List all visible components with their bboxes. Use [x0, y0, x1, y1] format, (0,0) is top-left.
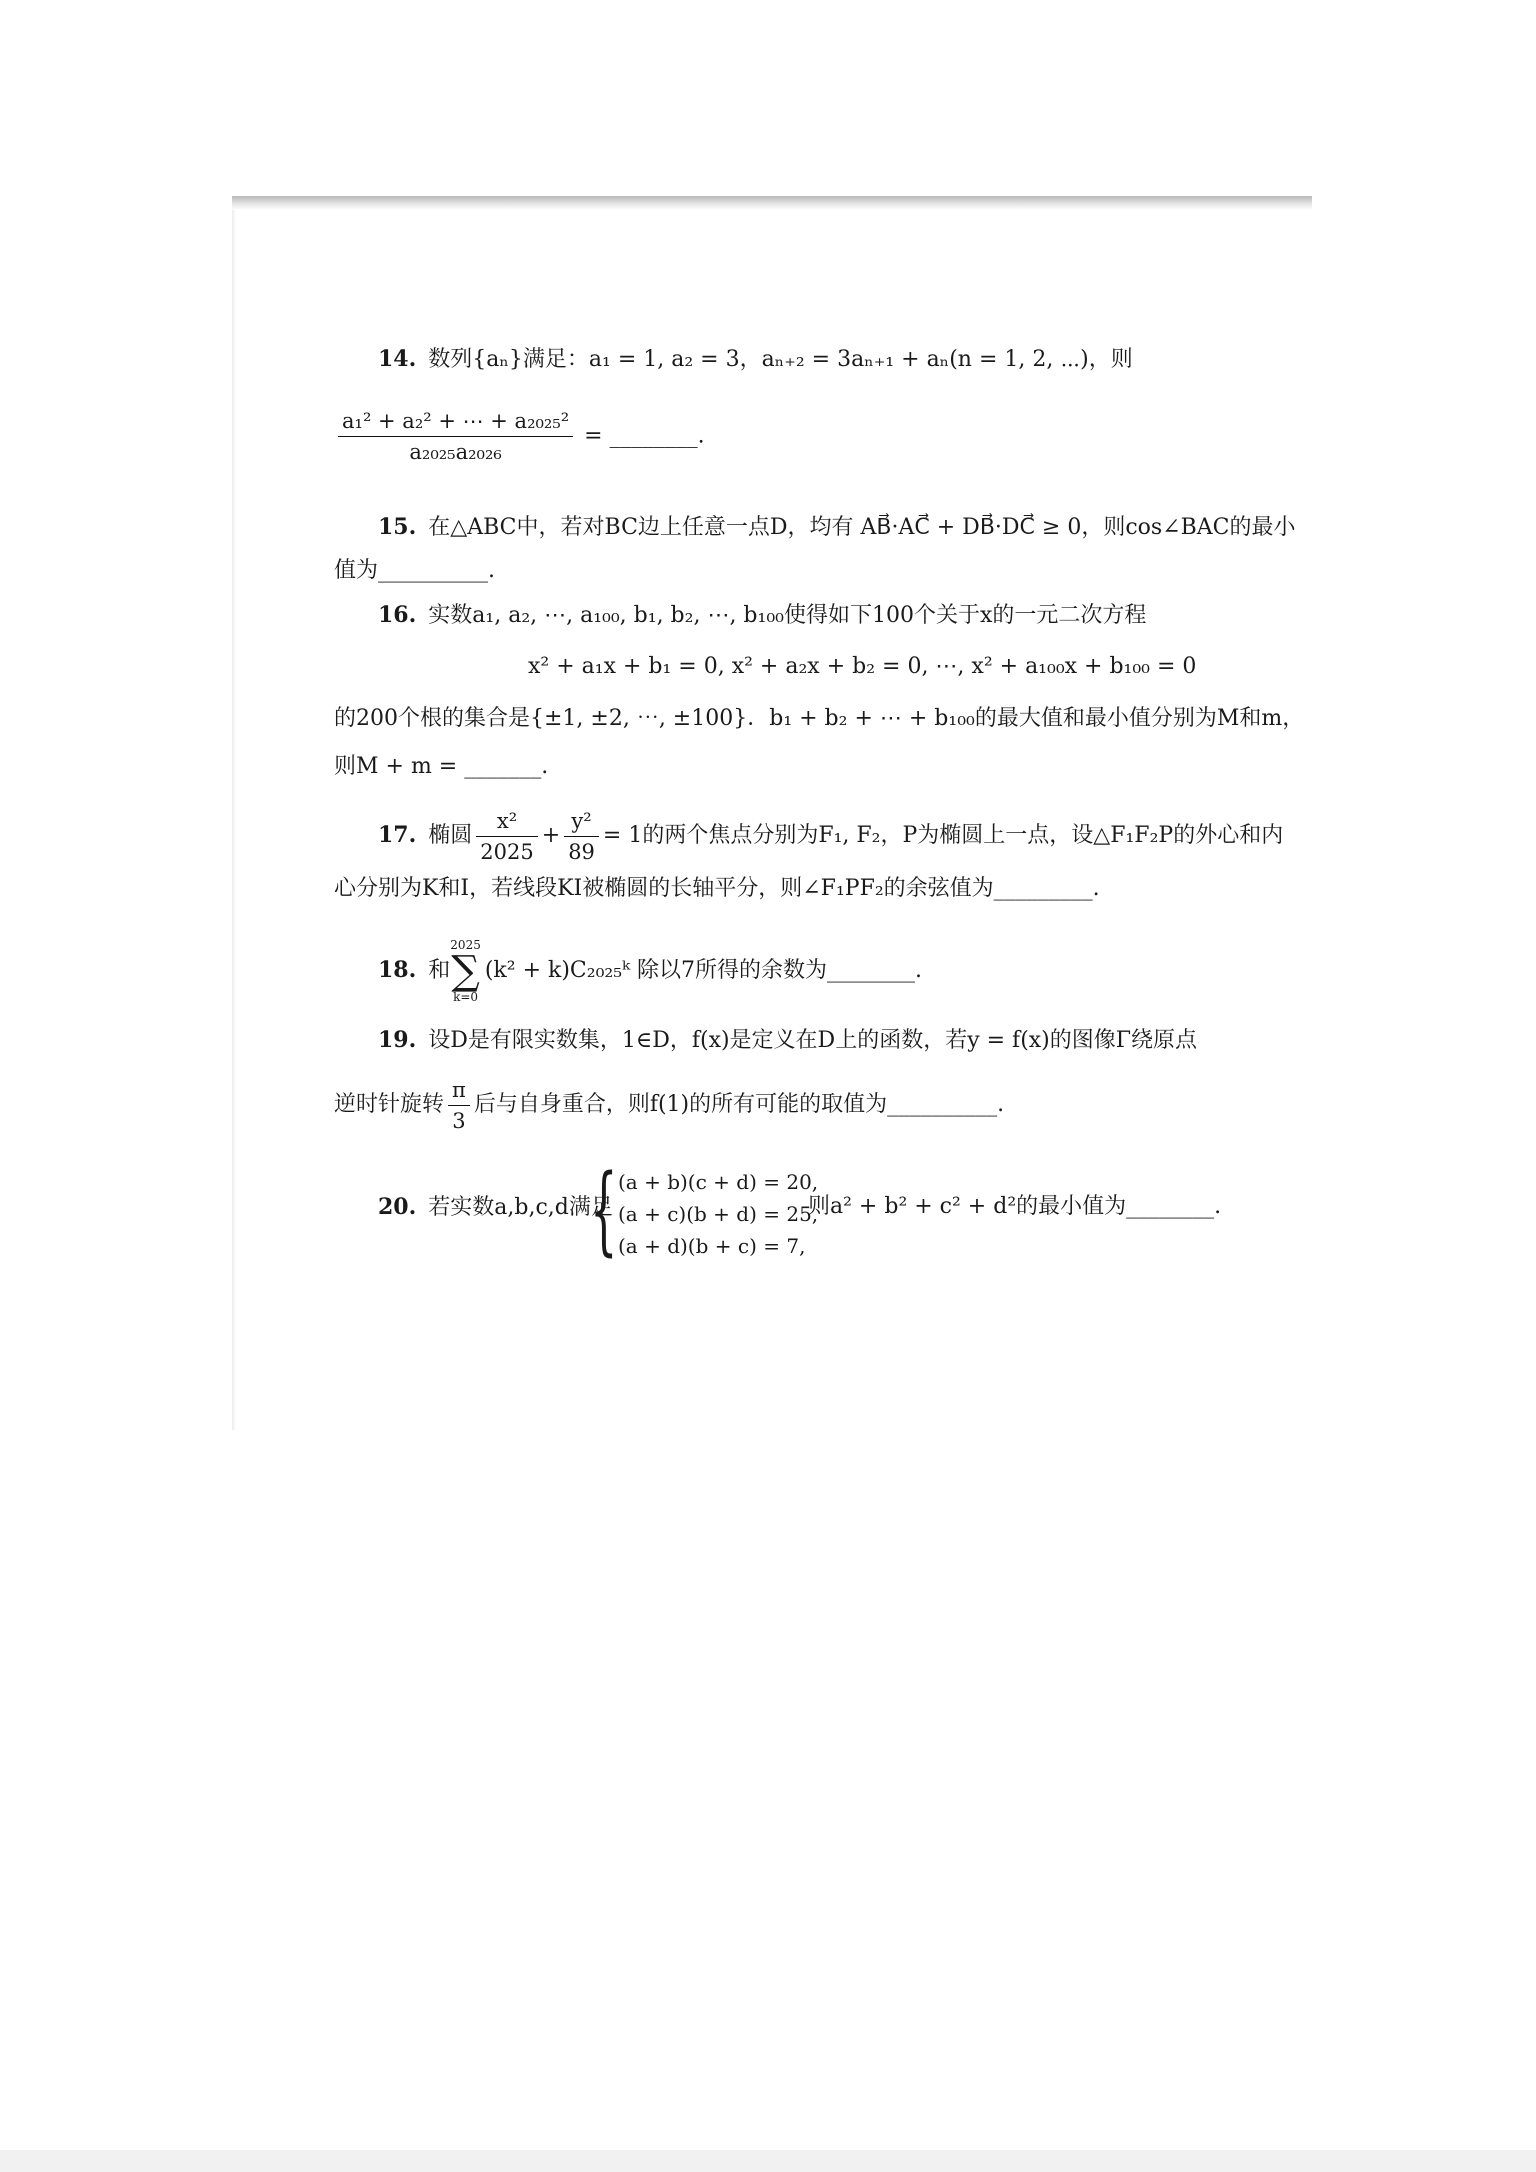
system-row: (a + b)(c + d) = 20,: [618, 1170, 819, 1194]
problem-15-line2: [334, 556, 495, 586]
scan-left-edge: [232, 210, 236, 1430]
fraction-numerator: x²: [476, 808, 537, 837]
problem-text: 逆时针旋转: [334, 1092, 445, 1117]
problem-15: [378, 512, 1296, 543]
problem-17-line2: [334, 874, 1100, 904]
problem-16: [378, 600, 1146, 631]
problem-text: 实数a₁, a₂, ⋯, a₁₀₀, b₁, b₂, ⋯, b₁₀₀使得如下100个关于x的一元二次方程: [428, 603, 1147, 628]
problem-number: 14.: [378, 346, 417, 372]
problem-number: 18.: [378, 957, 417, 983]
scan-bottom-strip: [0, 2150, 1536, 2172]
problem-19-line2: [334, 1070, 1004, 1140]
system-row: (a + d)(b + c) = 7,: [618, 1234, 806, 1258]
problem-number: 19.: [378, 1027, 417, 1053]
problem-text: 设D是有限实数集，1∈D，f(x)是定义在D上的函数，若y = f(x)的图像Γ绕原点: [428, 1028, 1198, 1053]
problem-text: 若实数a,b,c,d满足: [428, 1195, 613, 1220]
problem-16-line3: [334, 704, 1304, 734]
problem-text: 心分别为K和I，若线段KI被椭圆的长轴平分，则∠F₁PF₂的余弦值为_________.: [334, 876, 1100, 901]
problem-19: [378, 1025, 1197, 1056]
problem-16-equation: [528, 652, 1196, 682]
scan-top-shadow: [232, 196, 1312, 210]
fraction-denominator: a₂₀₂₅a₂₀₂₆: [409, 440, 502, 464]
problem-text: 后与自身重合，则f(1)的所有可能的取值为__________.: [473, 1092, 1005, 1117]
problem-text: 在△ABC中，若对BC边上任意一点D，均有 AB⃗·AC⃗ + DB⃗·DC⃗ ≥ 0，则cos∠BAC的最小: [428, 515, 1296, 540]
problem-20: [378, 1192, 613, 1223]
plus-sign: +: [541, 823, 561, 848]
fraction-denominator: 89: [568, 839, 595, 864]
sum-of-squares-fraction: [338, 408, 573, 465]
problem-text: 的200个根的集合是{±1, ±2, ⋯, ±100}．b₁ + b₂ + ⋯ + b₁₀₀的最大值和最小值分别为M和m，: [334, 706, 1305, 731]
problem-text: = 1的两个焦点分别为F₁, F₂，P为椭圆上一点，设△F₁F₂P的外心和内: [602, 823, 1284, 848]
ellipse-x-fraction: [476, 808, 537, 865]
system-row: (a + c)(b + d) = 25,: [618, 1202, 819, 1226]
problem-18: [378, 935, 922, 1006]
sigma-icon: ∑: [451, 948, 480, 994]
problem-text: 值为__________.: [334, 558, 495, 583]
left-brace-icon: {: [590, 1154, 618, 1266]
pi-over-three-fraction: [448, 1077, 470, 1134]
problem-text: 则M + m = _______.: [334, 754, 549, 779]
fraction-numerator: a₁² + a₂² + ⋯ + a₂₀₂₅²: [338, 408, 573, 437]
problem-text: 和: [428, 958, 451, 983]
sum-upper-limit: 2025: [450, 938, 481, 952]
problem-text: 数列{aₙ}满足：a₁ = 1, a₂ = 3，aₙ₊₂ = 3aₙ₊₁ + aₙ(n = 1, 2, ⋯)，则: [428, 347, 1133, 372]
problem-20-tail: [808, 1192, 1221, 1222]
problem-17: [378, 800, 1283, 871]
problem-number: 20.: [378, 1194, 417, 1220]
fraction-numerator: π: [448, 1077, 470, 1106]
sum-lower-limit: k=0: [453, 990, 479, 1004]
fraction-denominator: 3: [452, 1108, 466, 1133]
fraction-denominator: 2025: [480, 839, 534, 864]
problem-14-fraction: [334, 408, 705, 465]
problem-14: [378, 344, 1133, 375]
problem-text: 则a² + b² + c² + d²的最小值为________.: [808, 1194, 1222, 1219]
problem-number: 17.: [378, 822, 417, 848]
answer-blank: = ________.: [584, 423, 705, 449]
fraction-numerator: y²: [564, 808, 599, 837]
ellipse-y-fraction: [564, 808, 599, 865]
summation-sign: [450, 938, 481, 1004]
quadratic-equations: x² + a₁x + b₁ = 0, x² + a₂x + b₂ = 0, ⋯, x² + a₁₀₀x + b₁₀₀ = 0: [528, 654, 1197, 679]
problem-text: 椭圆: [428, 823, 473, 848]
problem-number: 15.: [378, 514, 417, 540]
problem-text: (k² + k)C₂₀₂₅ᵏ 除以7所得的余数为________.: [484, 958, 923, 983]
problem-16-line4: [334, 752, 548, 782]
problem-number: 16.: [378, 602, 417, 628]
